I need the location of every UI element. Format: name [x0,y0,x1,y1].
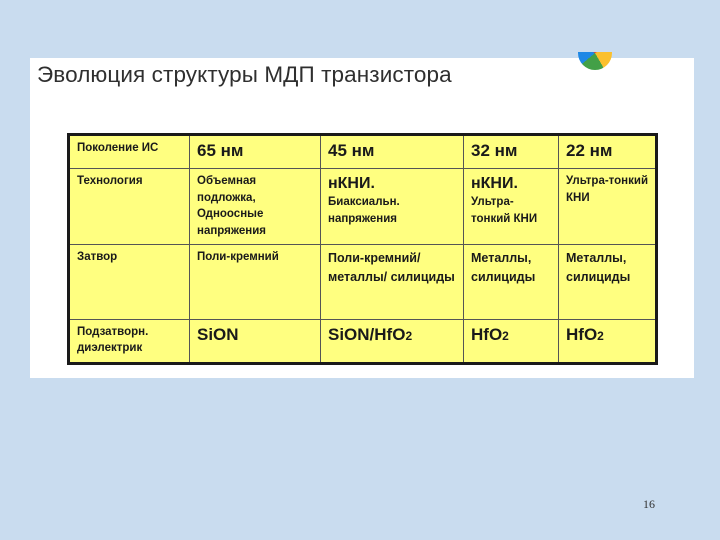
table-row-technology [69,169,657,245]
cell-dielectric-45nm-sub: 2 [405,329,413,343]
cell-technology-32nm-sub: Ультра-тонкий КНИ [471,196,538,225]
cell-dielectric-32nm-sub: 2 [502,329,509,343]
header-cell-32nm: 32 нм [464,135,559,169]
cell-gate-22nm: Металлы, силициды [559,245,657,320]
cell-technology-22nm: Ультра-тонкий КНИ [559,169,657,245]
cell-dielectric-65nm: SiON [190,320,321,364]
cell-technology-45nm [321,169,464,245]
cell-dielectric-32nm [464,320,559,364]
table-row-gate-dielectric [69,320,657,364]
page-number: 16 [643,497,655,511]
cell-gate-45nm: Поли-кремний/ металлы/ силициды [321,245,464,320]
header-cell-generation: Поколение ИС [69,135,190,169]
row-label-technology: Технология [69,169,190,245]
cell-dielectric-22nm-sub: 2 [597,329,604,343]
cell-technology-45nm-main: нКНИ. [328,175,375,192]
row-label-gate: Затвор [69,245,190,320]
row-label-gate-dielectric: Подзатворн. диэлектрик [69,320,190,364]
table-row-gate [69,245,657,320]
cell-technology-45nm-sub: Биаксиальн. напряжения [328,196,400,225]
multicolor-circle-logo-icon [578,52,612,70]
transistor-evolution-table [67,133,658,365]
cell-gate-65nm: Поли-кремний [190,245,321,320]
cell-technology-65nm: Объемная подложка, Одноосные напряжения [190,169,321,245]
cell-dielectric-45nm-main: SiON/HfO [328,325,406,344]
logo-shape [578,52,612,70]
cell-dielectric-32nm-main: HfO [471,325,503,344]
cell-technology-32nm-main: нКНИ. [471,175,518,192]
cell-gate-32nm: Металлы, силициды [464,245,559,320]
table-header-row [69,135,657,169]
cell-dielectric-45nm [321,320,464,364]
header-cell-45nm: 45 нм [321,135,464,169]
cell-technology-32nm [464,169,559,245]
cell-dielectric-22nm [559,320,657,364]
header-cell-22nm: 22 нм [559,135,657,169]
slide-title: Эволюция структуры МДП транзистора [37,62,452,87]
header-cell-65nm: 65 нм [190,135,321,169]
cell-dielectric-22nm-main: HfO [566,325,598,344]
